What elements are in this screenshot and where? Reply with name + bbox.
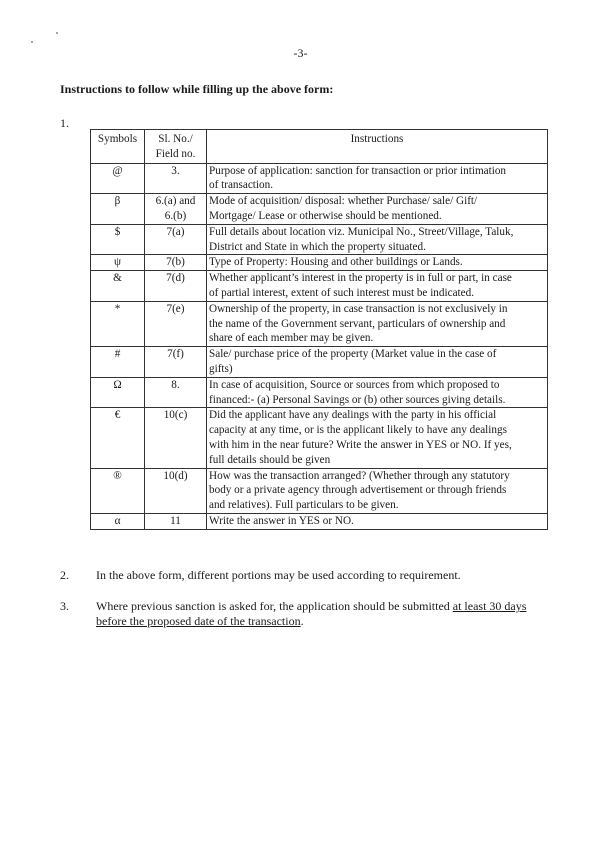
item-3-underlined: at least 30 days — [452, 599, 527, 613]
field-no-cell: 3. — [145, 163, 207, 194]
symbol-cell: @ — [91, 163, 145, 194]
instruction-line: Mode of acquisition/ disposal: whether Purchase/ sale/ Gift/ — [209, 195, 478, 208]
instruction-line: Ownership of the property, in case transaction is not exclusively in — [209, 302, 508, 315]
field-no-cell: 10(d) — [145, 468, 207, 513]
instruction-line: gifts) — [209, 362, 233, 375]
instruction-line: of transaction. — [209, 179, 273, 192]
scan-speck — [31, 41, 33, 43]
instruction-line: In case of acquisition, Source or sources from which proposed to — [209, 378, 500, 391]
instruction-cell — [207, 194, 548, 225]
field-no-cell: 7(b) — [145, 255, 207, 271]
symbol-cell: $ — [91, 224, 145, 255]
field-no-cell: 10(c) — [145, 408, 207, 468]
instruction-line: District and State in which the property situated. — [209, 240, 426, 253]
instruction-cell — [207, 255, 548, 271]
symbol-cell: # — [91, 347, 145, 378]
instruction-cell — [207, 377, 548, 408]
instruction-line: and relatives). Full particulars to be given. — [209, 499, 399, 512]
instruction-line: Did the applicant have any dealings with the party in his official — [209, 409, 497, 422]
field-no-cell: 7(e) — [145, 301, 207, 346]
table-row — [91, 301, 548, 346]
table-row — [91, 255, 548, 271]
header-field-no-line: Sl. No./ — [158, 133, 193, 145]
item-3-plain: Where previous sanction is asked for, the application should be submitted — [96, 599, 453, 613]
instruction-cell — [207, 301, 548, 346]
page-number: -3- — [293, 46, 308, 60]
instruction-line: Type of Property: Housing and other buildings or Lands. — [209, 256, 463, 269]
table-row — [91, 513, 548, 529]
item-3-text — [96, 599, 536, 629]
symbol-cell: β — [91, 194, 145, 225]
table-row — [91, 194, 548, 225]
instruction-line: share of each member may be given. — [209, 332, 374, 345]
symbol-cell: € — [91, 408, 145, 468]
field-no-cell: 8. — [145, 377, 207, 408]
header-symbols: Symbols — [91, 130, 145, 164]
table-row — [91, 163, 548, 194]
field-no-cell — [145, 194, 207, 225]
instruction-line: capacity at any time, or is the applicant likely to have any dealings — [209, 424, 507, 437]
instruction-cell — [207, 513, 548, 529]
instruction-line: full details should be given — [209, 453, 331, 466]
instruction-line: body or a private agency through advertisement or through friends — [209, 484, 507, 497]
symbol-cell: ® — [91, 468, 145, 513]
symbol-cell: ψ — [91, 255, 145, 271]
instruction-cell — [207, 271, 548, 302]
table-header-row — [91, 130, 548, 164]
instruction-line: How was the transaction arranged? (Whether through any statutory — [209, 469, 510, 482]
instruction-line: Write the answer in YES or NO. — [209, 514, 354, 527]
instruction-line: Whether applicant’s interest in the property is in full or part, in case — [209, 272, 512, 285]
symbol-cell: α — [91, 513, 145, 529]
instruction-line: with him in the near future? Write the answer in YES or NO. If yes, — [209, 438, 512, 451]
instruction-cell — [207, 163, 548, 194]
item-3-number: 3. — [60, 599, 69, 613]
table-row — [91, 347, 548, 378]
instructions-heading: Instructions to follow while filling up the above form: — [60, 82, 334, 96]
table-row — [91, 224, 548, 255]
instruction-line: the name of the Government servant, particulars of ownership and — [209, 317, 506, 330]
instruction-line: of partial interest, extent of such interest must be indicated. — [209, 286, 474, 299]
field-no-cell: 7(f) — [145, 347, 207, 378]
field-no-cell: 7(a) — [145, 224, 207, 255]
instruction-line: Full details about location viz. Municipal No., Street/Village, Taluk, — [209, 225, 514, 238]
instruction-cell — [207, 224, 548, 255]
instruction-cell — [207, 347, 548, 378]
instruction-line: Sale/ purchase price of the property (Market value in the case of — [209, 348, 497, 361]
item-1-number: 1. — [60, 116, 69, 130]
item-3-end: . — [300, 614, 304, 628]
header-instructions: Instructions — [207, 130, 548, 164]
symbol-cell: Ω — [91, 377, 145, 408]
item-2-number: 2. — [60, 568, 69, 582]
instruction-cell — [207, 408, 548, 468]
table-row — [91, 408, 548, 468]
scan-speck — [56, 32, 58, 34]
instruction-line: Purpose of application: sanction for transaction or prior intimation — [209, 164, 507, 177]
symbol-cell: & — [91, 271, 145, 302]
field-no-line: 6.(a) and — [155, 195, 196, 208]
field-no-line: 6.(b) — [164, 209, 187, 222]
header-field-no-line: Field no. — [155, 147, 196, 160]
field-no-cell: 11 — [145, 513, 207, 529]
instruction-line: financed:- (a) Personal Savings or (b) other sources giving details. — [209, 393, 506, 406]
table-row — [91, 271, 548, 302]
symbol-cell: * — [91, 301, 145, 346]
field-no-cell: 7(d) — [145, 271, 207, 302]
instruction-cell — [207, 468, 548, 513]
instruction-line: Mortgage/ Lease or otherwise should be mentioned. — [209, 209, 442, 222]
item-3-underlined: before the proposed date of the transaction — [96, 614, 301, 628]
instructions-table — [90, 129, 548, 530]
item-2-text: In the above form, different portions may be used according to requirement. — [96, 568, 461, 582]
table-row — [91, 468, 548, 513]
table-row — [91, 377, 548, 408]
header-field-no — [145, 130, 207, 164]
